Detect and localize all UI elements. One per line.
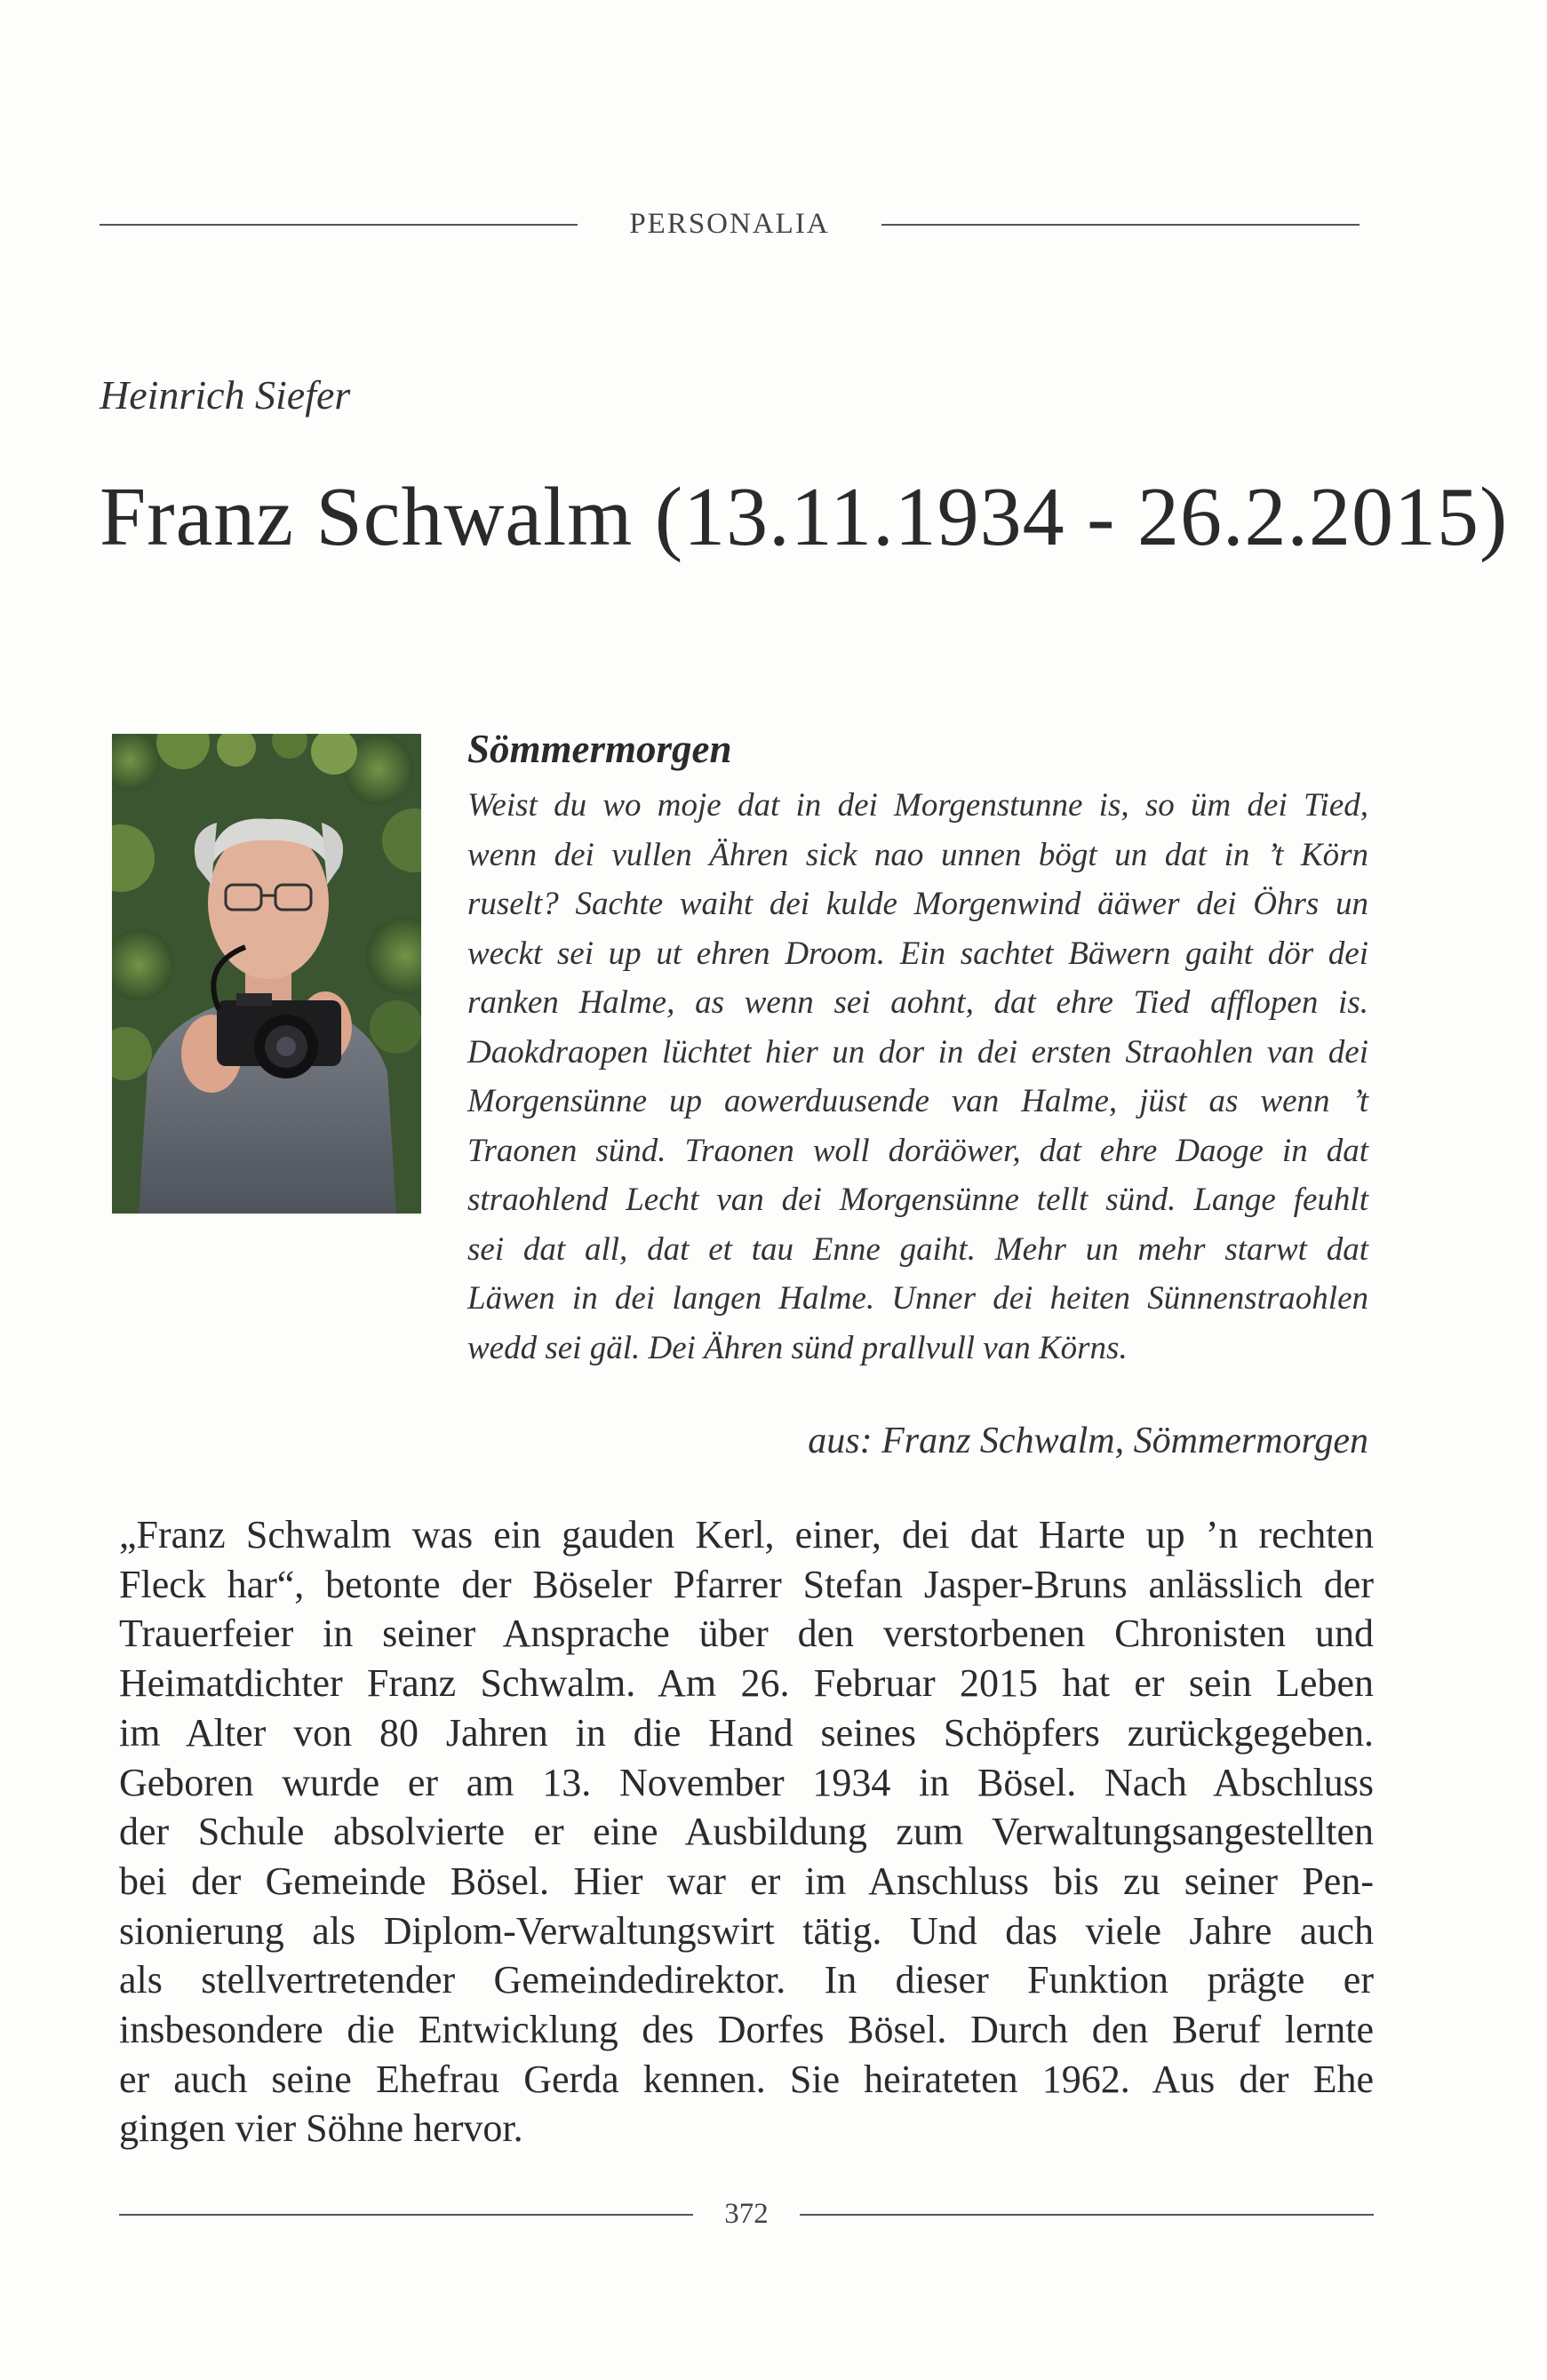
body-line: Heimatdichter Franz Schwalm. Am 26. Februar 2015 hat er sein Leben [119, 1661, 1374, 1706]
poem-line: weckt sei up ut ehren Droom. Ein sachtet Bäwern gaiht dör dei [467, 935, 1368, 972]
body-line: Trauerfeier in seiner Ansprache über den verstorbenen Chronisten und [119, 1612, 1374, 1656]
poem-line: Morgensünne up aowerduusende van Halme, jüst as wenn ’t [467, 1083, 1368, 1119]
header-rule-right [881, 224, 1360, 226]
poem-line: Traonen sünd. Traonen woll doräöwer, dat ehre Daoge in dat [467, 1132, 1368, 1169]
poem-title: Sömmermorgen [467, 727, 732, 771]
body-line: insbesondere die Entwicklung des Dorfes Bösel. Durch den Beruf lernte [119, 2008, 1374, 2052]
poem-line: Weist du wo moje dat in dei Morgenstunne is, so üm dei Tied, [467, 787, 1368, 824]
page-number: 372 [724, 2198, 769, 2230]
body-line: der Schule absolvierte er eine Ausbildung zum Verwaltungsangestellten [119, 1810, 1374, 1854]
poem-line: straohlend Lecht van dei Morgensünne tellt sünd. Lange feuhlt [467, 1182, 1368, 1218]
body-line: im Alter von 80 Jahren in die Hand seines Schöpfers zurückgegeben. [119, 1710, 1374, 1755]
body-line: als stellvertretender Gemeindedirektor. In dieser Funktion prägte er [119, 1958, 1374, 2002]
poem-block [467, 724, 1368, 1373]
author-name: Heinrich Siefer [100, 372, 351, 418]
poem-line: wedd sei gäl. Dei Ähren sünd prallvull van Körns. [467, 1329, 1128, 1366]
section-label: PERSONALIA [629, 208, 830, 240]
poem-line: ruselt? Sachte waiht dei kulde Morgenwind ääwer dei Öhrs un [467, 886, 1368, 922]
header-rule-left [100, 224, 578, 226]
body-line: gingen vier Söhne hervor. [119, 2106, 523, 2151]
running-header [100, 206, 1360, 242]
body-line: Fleck har“, betonte der Böseler Pfarrer Stefan Jasper-Bruns anlässlich der [119, 1562, 1374, 1606]
body-text [119, 1510, 1374, 2153]
poem-line: ranken Halme, as wenn sei aohnt, dat ehre Tied afflopen is. [467, 984, 1368, 1021]
footer-rule-right [800, 2214, 1374, 2216]
body-line: bei der Gemeinde Bösel. Hier war er im Anschluss bis zu seiner Pen- [119, 1859, 1374, 1903]
poem-line: sei dat all, dat et tau Enne gaiht. Mehr un mehr starwt dat [467, 1230, 1368, 1268]
poem-line: Daokdraopen lüchtet hier un dor in dei ersten Straohlen van dei [467, 1033, 1368, 1071]
body-line: er auch seine Ehefrau Gerda kennen. Sie heirateten 1962. Aus der Ehe [119, 2057, 1374, 2101]
poem-line: Läwen in dei langen Halme. Unner dei heiten Sünnenstraohlen [467, 1280, 1368, 1317]
page-footer [119, 2194, 1374, 2233]
poem-source: aus: Franz Schwalm, Sömmermorgen [808, 1421, 1368, 1461]
article-title: Franz Schwalm (13.11.1934 - 26.2.2015) [100, 471, 1509, 563]
portrait-photo [112, 734, 421, 1214]
body-line: Geboren wurde er am 13. November 1934 in Bösel. Nach Abschluss [119, 1760, 1374, 1804]
footer-rule-left [119, 2214, 693, 2216]
poem-line: wenn dei vullen Ähren sick nao unnen bögt un dat in ’t Körn [467, 836, 1368, 873]
portrait-illustration [112, 734, 421, 1214]
body-line: „Franz Schwalm was ein gauden Kerl, einer, dei dat Harte up ’n rechten [119, 1513, 1374, 1556]
body-line: sionierung als Diplom-Verwaltungswirt tätig. Und das viele Jahre auch [119, 1908, 1374, 1953]
